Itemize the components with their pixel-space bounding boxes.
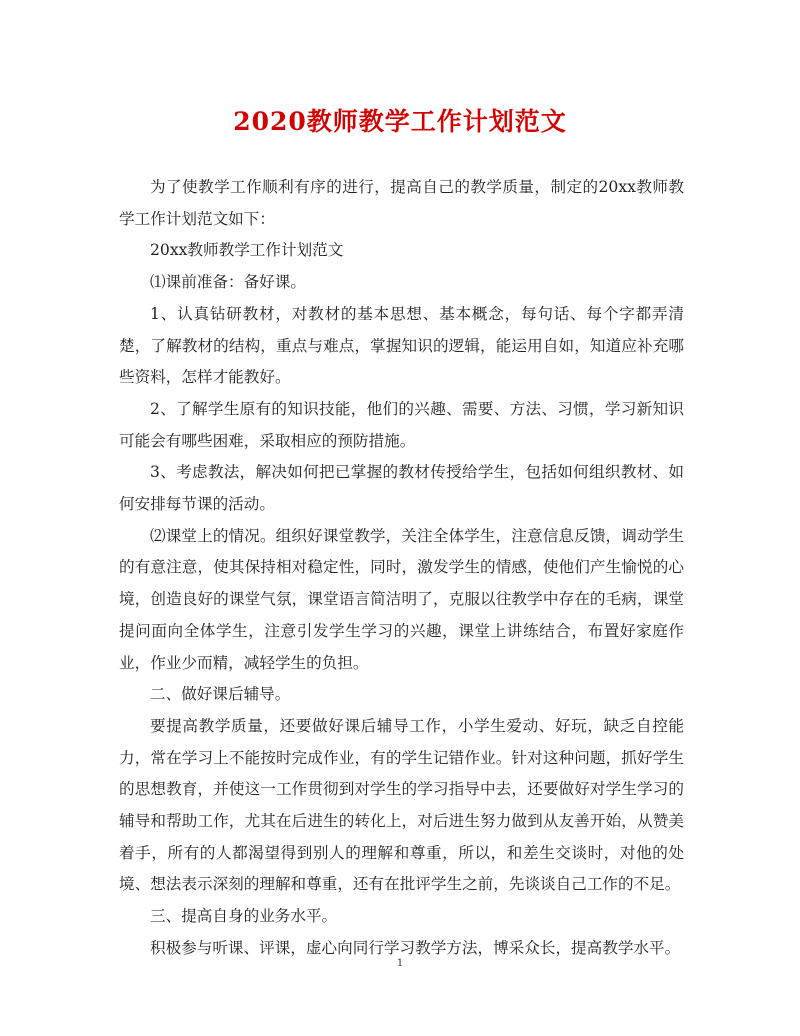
paragraph-item-2: 2、了解学生原有的知识技能，他们的兴趣、需要、方法、习惯，学习新知识可能会有哪些困难，采取相应的预防措施。: [119, 399, 684, 450]
document-title: 2020教师教学工作计划范文: [233, 107, 567, 136]
paragraph-item-3: 3、考虑教法，解决如何把已掌握的教材传授给学生，包括如何组织教材、如何安排每节课的活动。: [119, 463, 684, 514]
paragraph-heading-3: 三、提高自身的业务水平。: [150, 907, 338, 926]
paragraph-section-2: ⑵课堂上的情况。组织好课堂教学，关注全体学生，注意信息反馈，调动学生的有意注意，使其保持相对稳定性，同时，激发学生的情感，使他们产生愉悦的心境，创造良好的课堂气氛，课堂语言简洁明了，克服以往教学中存在的毛病，课堂提问面向全体学生，注意引发学生学习的兴趣，课堂上讲练结合，布置好家庭作业，作业少而精，减轻学生的负担。: [119, 526, 684, 672]
paragraph-intro: 为了使教学工作顺利有序的进行，提高自己的教学质量，制定的20xx教师教学工作计划范文如下：: [119, 178, 684, 228]
paragraph-section-1: ⑴课前准备：备好课。: [150, 273, 306, 292]
paragraph-tutoring: 要提高教学质量，还要做好课后辅导工作，小学生爱动、好玩，缺乏自控能力，常在学习上不能按时完成作业，有的学生记错作业。针对这种问题，抓好学生的思想教育，并使这一工作贯彻到对学生的学习指导中去，还要做好对学生学习的辅导和帮助工作，尤其在后进生的转化上，对后进生努力做到从友善开始，从赞美着手，所有的人都渴望得到别人的理解和尊重，所以，和差生交谈时，对他的处境、想法表示深刻的理解和尊重，还有在批评学生之前，先谈谈自己工作的不足。: [119, 716, 684, 894]
page-number: 1: [396, 958, 404, 969]
paragraph-heading-2: 二、做好课后辅导。: [150, 685, 291, 704]
paragraph-improvement: 积极参与听课、评课，虚心向同行学习教学方法，博采众长，提高教学水平。: [150, 938, 681, 957]
paragraph-item-1: 1、认真钻研教材，对教材的基本思想、基本概念，每句话、每个字都弄清楚，了解教材的结构，重点与难点，掌握知识的逻辑，能运用自如，知道应补充哪些资料，怎样才能教好。: [119, 304, 684, 387]
document-body: [119, 172, 684, 965]
paragraph-subtitle: 20xx教师教学工作计划范文: [150, 241, 344, 260]
